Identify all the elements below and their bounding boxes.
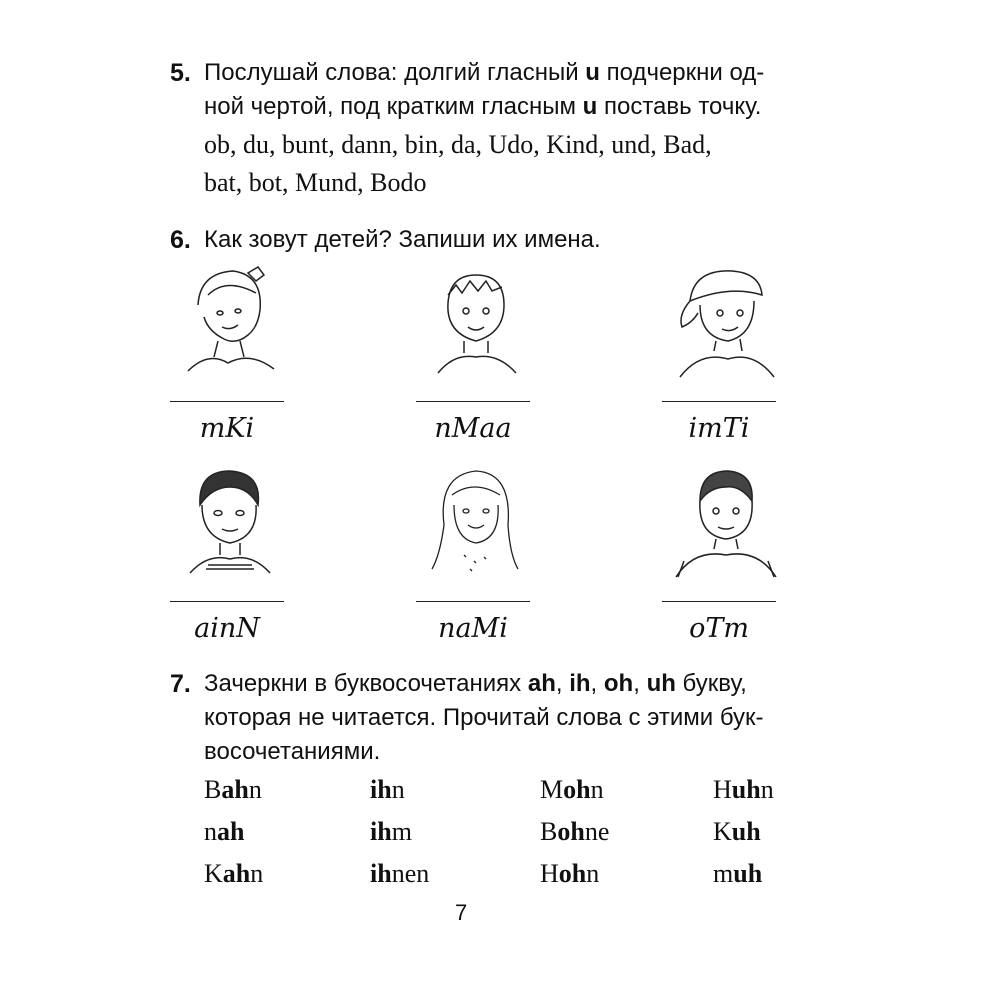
girl-portrait-icon	[178, 465, 278, 575]
instruction-line: Как зовут детей? Запиши их имена.	[204, 226, 601, 253]
girl-portrait-icon	[178, 265, 278, 375]
scrambled-name: naMi	[438, 613, 508, 644]
word: ihnen	[370, 859, 430, 888]
instruction-line-2: которая не читается. Прочитай слова с этими бук-	[204, 704, 764, 731]
boy-with-cap-icon	[670, 265, 780, 380]
exercise-number: 6.	[170, 226, 191, 254]
word: Kuh	[713, 817, 761, 846]
word-list-line-1: ob, du, bunt, dann, bin, da, Udo, Kind, und, Bad,	[204, 130, 712, 159]
boy-portrait-icon	[424, 265, 524, 375]
word: Huhn	[713, 775, 774, 804]
child-card	[662, 465, 792, 700]
scrambled-name: imTi	[688, 413, 750, 444]
word: Mohn	[540, 775, 604, 804]
boy-portrait-icon	[670, 465, 780, 580]
exercise-number: 5.	[170, 59, 191, 87]
answer-line[interactable]	[662, 601, 776, 602]
word: Kahn	[204, 859, 264, 888]
answer-line[interactable]	[416, 601, 530, 602]
child-card	[170, 465, 300, 700]
page-number: 7	[455, 900, 468, 925]
instruction-line-1: Зачеркни в буквосочетаниях ah, ih, oh, uh букву,	[204, 670, 747, 697]
word: Hohn	[540, 859, 600, 888]
answer-line[interactable]	[662, 401, 776, 402]
exercise-number: 7.	[170, 670, 191, 698]
word: ihn	[370, 775, 405, 804]
word-list-line-2: bat, bot, Mund, Bodo	[204, 168, 427, 197]
scrambled-name: nMaa	[434, 413, 512, 444]
answer-line[interactable]	[416, 401, 530, 402]
scrambled-name: oTm	[689, 613, 749, 644]
scrambled-name: ainN	[194, 613, 260, 644]
answer-line[interactable]	[170, 601, 284, 602]
word: muh	[713, 859, 763, 888]
girl-long-hair-icon	[424, 465, 524, 575]
scrambled-name: mKi	[199, 413, 255, 444]
instruction-line-2: ной чертой, под кратким гласным u поставь точку.	[204, 93, 762, 120]
word: ihm	[370, 817, 412, 846]
child-card	[416, 465, 546, 700]
instruction-line-1: Послушай слова: долгий гласный u подчеркни од-	[204, 59, 765, 86]
word: nah	[204, 817, 245, 846]
answer-line[interactable]	[170, 401, 284, 402]
word: Bohne	[540, 817, 610, 846]
instruction-line-3: восочетаниями.	[204, 738, 381, 765]
word: Bahn	[204, 775, 262, 804]
